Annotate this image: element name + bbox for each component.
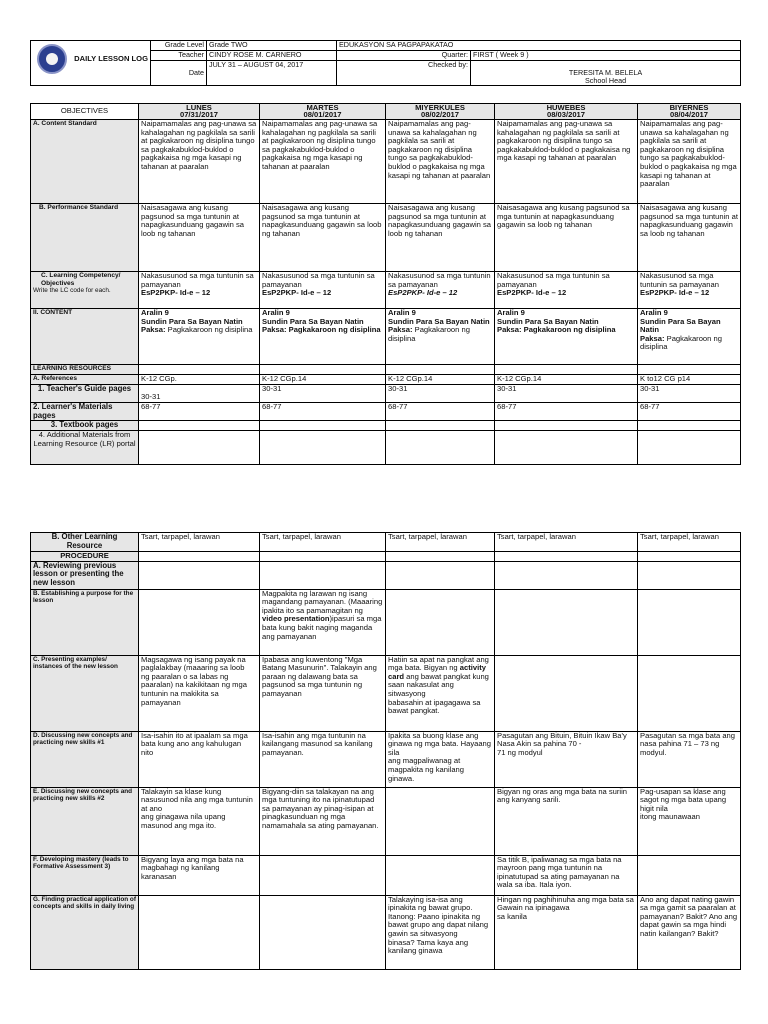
learners-materials-label: 2. Learner's Materials pages bbox=[31, 403, 139, 421]
day-header: MIYERKULES 08/02/2017 bbox=[386, 104, 495, 120]
content-label: II. CONTENT bbox=[31, 309, 139, 365]
table-cell: Nakasusunod sa mga tuntunin sa pamayanan EsP2PKP- Id-e – 12 bbox=[386, 272, 495, 309]
table-cell: Bigyan ng oras ang mga bata na suriin ang kanyang sarili. bbox=[495, 787, 638, 855]
table-cell: Nakasusunod sa mga tuntunin sa pamayanan EsP2PKP- Id-e – 12 bbox=[139, 272, 260, 309]
finding-label: G. Finding practical application of concepts and skills in daily living bbox=[31, 895, 139, 969]
table-cell bbox=[139, 561, 260, 589]
grade-level-value: Grade TWO bbox=[207, 41, 337, 51]
table-cell bbox=[139, 365, 260, 375]
performance-standard-label: B. Performance Standard bbox=[31, 204, 139, 272]
table-cell: Bigyang-diin sa talakayan na ang mga tuntuning ito na ipinatutupad sa pamayanan ay pinag-isipan at pinagkasunduan ng mga namamahala sa ating pamayanan. bbox=[260, 787, 386, 855]
checker-cell bbox=[471, 61, 741, 86]
table-cell bbox=[386, 787, 495, 855]
table-cell: Nakasusunod sa mga tuntunin sa pamayanan EsP2PKP- Id-e – 12 bbox=[495, 272, 638, 309]
table-cell: Aralin 9 Sundin Para Sa Bayan Natin Paksa: Pagkakaroon ng disiplina bbox=[386, 309, 495, 365]
lesson-table-1 bbox=[30, 103, 741, 465]
other-resources-label: B. Other Learning Resource bbox=[31, 533, 139, 552]
table-cell: Ano ang dapat nating gawin sa mga gamit sa paaralan at pamayanan? Bakit? Ano ang dapat gawin sa mga hindi natin kailangan? Bakit? bbox=[638, 895, 741, 969]
table-cell bbox=[638, 589, 741, 655]
lesson-table-2 bbox=[30, 532, 741, 970]
subject-value: EDUKASYON SA PAGPAPAKATAO bbox=[337, 41, 741, 51]
table-cell: Magsagawa ng isang payak na paglalakbay (maaaring sa loob ng paaralan o sa labas ng paaralan) na kakikitaan ng mga tuntunin na makikita sa pamayanan bbox=[139, 655, 260, 731]
teachers-guide-label: 1. Teacher's Guide pages bbox=[31, 385, 139, 403]
table-cell: Naipamamalas ang pag-unawa sa kahalagahan ng pagkilala sa sarili at pagkakaroon ng disiplina tungo sa pagkakabuklod-buklod o pagkakaisa ng mga kasapi ng tahanan at paaralan bbox=[139, 120, 260, 204]
table-cell: Pasagutan sa mga bata ang nasa pahina 71 – 73 ng modyul. bbox=[638, 731, 741, 787]
table-cell bbox=[638, 655, 741, 731]
table-cell: K-12 CGp. bbox=[139, 375, 260, 385]
table-cell: Nakasusunod sa mga tuntunin sa pamayanan EsP2PKP- Id-e – 12 bbox=[638, 272, 741, 309]
table-cell bbox=[386, 561, 495, 589]
table-cell bbox=[139, 552, 260, 562]
table-cell: Hatiin sa apat na pangkat ang mga bata. Bigyan ng activity card ang bawat pangkat kung saan nakasulat ang sitwasyong babasahin at ipagagawa sa bawat pangkat. bbox=[386, 655, 495, 731]
discussing-1-label: D. Discussing new concepts and practicing new skills #1 bbox=[31, 731, 139, 787]
table-cell: Naipamamalas ang pag-unawa sa kahalagahan ng pagkilala sa sarili at pagkakaroon ng disiplina tungo sa pagkakabuklod-buklod o pagkakaisa ng mga kasapi ng tahanan at paaralan bbox=[638, 120, 741, 204]
table-cell: Tsart, tarpapel, larawan bbox=[139, 533, 260, 552]
table-cell: Naisasagawa ang kusang pagsunod sa mga tuntunin at napagkasunduang gagawin sa loob ng tahanan bbox=[495, 204, 638, 272]
table-cell: 30-31 bbox=[139, 385, 260, 403]
purpose-label: B. Establishing a purpose for the lesson bbox=[31, 589, 139, 655]
teacher-value: CINDY ROSE M. CARNERO bbox=[207, 51, 337, 61]
table-cell bbox=[139, 589, 260, 655]
table-cell bbox=[495, 421, 638, 431]
content-standard-label: A. Content Standard bbox=[31, 120, 139, 204]
table-cell bbox=[386, 365, 495, 375]
table-cell: Naisasagawa ang kusang pagsunod sa mga tuntunin at napagkasunduang gagawin sa loob ng tahanan bbox=[139, 204, 260, 272]
table-cell bbox=[260, 895, 386, 969]
table-cell: Naipamamalas ang pag-unawa sa kahalagahan ng pagkilala sa sarili at pagkakaroon ng disiplina tungo sa pagkakabuklod-buklod o pagkakaisa ng mga kasapi ng tahanan at paaralan bbox=[495, 120, 638, 204]
table-cell bbox=[495, 561, 638, 589]
date-label: Date bbox=[151, 61, 207, 86]
deped-seal-icon bbox=[37, 44, 67, 74]
day-header: HUWEBES 08/03/2017 bbox=[495, 104, 638, 120]
procedure-label: PROCEDURE bbox=[31, 552, 139, 562]
table-cell bbox=[495, 589, 638, 655]
table-cell: Tsart, tarpapel, larawan bbox=[638, 533, 741, 552]
header-table bbox=[30, 40, 741, 86]
competency-note: Write the LC code for each. bbox=[33, 287, 111, 295]
table-cell: Bigyang laya ang mga bata na magbahagi ng kanilang karanasan bbox=[139, 855, 260, 895]
competency-label-cell bbox=[31, 272, 139, 309]
table-cell: Tsart, tarpapel, larawan bbox=[260, 533, 386, 552]
table-cell bbox=[139, 431, 260, 465]
table-cell bbox=[139, 895, 260, 969]
discussing-2-label: E. Discussing new concepts and practicing new skills #2 bbox=[31, 787, 139, 855]
table-cell bbox=[386, 552, 495, 562]
table-cell: Aralin 9 Sundin Para Sa Bayan Natin Paksa: Pagkakaroon ng disiplina bbox=[139, 309, 260, 365]
table-cell: Magpakita ng larawan ng isang magandang pamayanan. (Maaaring ipakita ito sa pamamagitan ng video presentation)ipasuri sa mga bata kung bakit naging maganda ang pamayanan bbox=[260, 589, 386, 655]
table-cell: Aralin 9 Sundin Para Sa Bayan Natin Paksa: Pagkakaroon ng disiplina bbox=[638, 309, 741, 365]
table-cell bbox=[495, 552, 638, 562]
table-cell: 30-31 bbox=[260, 385, 386, 403]
table-cell: Pag-usapan sa klase ang sagot ng mga bata upang higit nila itong maunawaan bbox=[638, 787, 741, 855]
table-cell: Isa-isahin ang mga tuntunin na kailangang masunod sa kanilang pamayanan. bbox=[260, 731, 386, 787]
checked-label: Checked by: bbox=[337, 61, 471, 86]
table-cell: Talakaying isa-isa ang ipinakita ng bawat grupo. Itanong: Paano ipinakita ng bawat grupo ang dapat nilang gawin sa sitwasyong binasa? Tama kaya ang kanilang ginawa bbox=[386, 895, 495, 969]
presenting-label: C. Presenting examples/ instances of the new lesson bbox=[31, 655, 139, 731]
table-cell bbox=[386, 855, 495, 895]
additional-materials-label: 4. Additional Materials from Learning Resource (LR) portal bbox=[31, 431, 139, 465]
table-cell: K-12 CGp.14 bbox=[386, 375, 495, 385]
table-cell: Naipamamalas ang pag-unawa sa kahalagahan ng pagkilala sa sarili at pagkakaroon ng disiplina tungo sa pagkakabuklod-buklod o pagkakaisa ng mga kasapi ng tahanan at paaralan bbox=[260, 120, 386, 204]
checker-name: TERESITA M. BELELA bbox=[568, 68, 643, 77]
logo-cell bbox=[31, 41, 151, 86]
table-cell: Nakasusunod sa mga tuntunin sa pamayanan EsP2PKP- Id-e – 12 bbox=[260, 272, 386, 309]
table-cell bbox=[260, 431, 386, 465]
table-cell: 68-77 bbox=[139, 403, 260, 421]
table-cell: Talakayin sa klase kung nasusunod nila ang mga tuntunin at ano ang ginagawa nila upang masunod ang mga ito. bbox=[139, 787, 260, 855]
table-cell bbox=[638, 431, 741, 465]
day-header: BIYERNES 08/04/2017 bbox=[638, 104, 741, 120]
table-cell: 68-77 bbox=[638, 403, 741, 421]
table-cell: 68-77 bbox=[260, 403, 386, 421]
table-cell: Naipamamalas ang pag-unawa sa kahalagahan ng pagkilala sa sarili at pagkakaroon ng disiplina tungo sa pagkakabuklod-buklod o pagkakaisa ng mga kasapi ng tahanan at paaralan bbox=[386, 120, 495, 204]
reviewing-label: A. Reviewing previous lesson or presenting the new lesson bbox=[31, 561, 139, 589]
textbook-label: 3. Textbook pages bbox=[31, 421, 139, 431]
table-cell: Aralin 9 Sundin Para Sa Bayan Natin Paksa: Pagkakaroon ng disiplina bbox=[260, 309, 386, 365]
log-title: DAILY LESSON LOG bbox=[74, 53, 148, 63]
table-cell: 30-31 bbox=[495, 385, 638, 403]
table-cell bbox=[386, 421, 495, 431]
table-cell: Aralin 9 Sundin Para Sa Bayan Natin Paksa: Pagkakaroon ng disiplina bbox=[495, 309, 638, 365]
table-cell bbox=[386, 431, 495, 465]
table-cell bbox=[638, 855, 741, 895]
table-cell: Isa-isahin ito at ipaalam sa mga bata kung ano ang kahulugan nito bbox=[139, 731, 260, 787]
table-cell: Sa titik B, ipaliwanag sa mga bata na mayroon pang mga tuntunin na ipinatutupad sa ating pamayanan na wala sa iba. Itala iyon. bbox=[495, 855, 638, 895]
table-cell: 68-77 bbox=[386, 403, 495, 421]
table-cell bbox=[260, 552, 386, 562]
table-cell: 30-31 bbox=[386, 385, 495, 403]
learning-resources-label: LEARNING RESOURCES bbox=[31, 365, 139, 375]
table-cell bbox=[495, 431, 638, 465]
day-header: LUNES 07/31/2017 bbox=[139, 104, 260, 120]
quarter-label: Quarter: bbox=[337, 51, 471, 61]
table-cell: Naisasagawa ang kusang pagsunod sa mga tuntunin at napagkasunduang gagawin sa loob ng tahanan bbox=[260, 204, 386, 272]
objectives-header: OBJECTIVES bbox=[31, 104, 139, 120]
table-cell bbox=[495, 655, 638, 731]
table-cell: Ipakita sa buong klase ang ginawa ng mga bata. Hayaang sila ang magpaliwanag at magpakita ng kanilang ginawa. bbox=[386, 731, 495, 787]
table-cell: 30-31 bbox=[638, 385, 741, 403]
table-cell: K-12 CGp.14 bbox=[495, 375, 638, 385]
table-cell bbox=[139, 421, 260, 431]
table-cell: Tsart, tarpapel, larawan bbox=[386, 533, 495, 552]
table-cell bbox=[638, 552, 741, 562]
table-cell: Ipabasa ang kuwentong "Mga Batang Masunurin". Talakayin ang paraan ng dalawang bata sa pagsunod sa mga tuntunin ng pamayanan bbox=[260, 655, 386, 731]
table-cell bbox=[638, 421, 741, 431]
table-cell: K to12 CG p14 bbox=[638, 375, 741, 385]
grade-level-label: Grade Level bbox=[151, 41, 207, 51]
date-value: JULY 31 – AUGUST 04, 2017 bbox=[207, 61, 337, 86]
table-cell bbox=[638, 365, 741, 375]
table-cell bbox=[260, 561, 386, 589]
table-cell bbox=[386, 589, 495, 655]
references-label: A. References bbox=[31, 375, 139, 385]
day-header: MARTES 08/01/2017 bbox=[260, 104, 386, 120]
table-cell: Pasagutan ang Bituin, Bituin Ikaw Ba'y Nasa Akin sa pahina 70 - 71 ng modyul bbox=[495, 731, 638, 787]
table-cell bbox=[495, 365, 638, 375]
checker-role: School Head bbox=[584, 76, 627, 85]
table-cell bbox=[260, 855, 386, 895]
table-cell: Naisasagawa ang kusang pagsunod sa mga tuntunin at napagkasunduang gagawin sa loob ng tahanan bbox=[386, 204, 495, 272]
developing-label: F. Developing mastery (leads to Formative Assessment 3) bbox=[31, 855, 139, 895]
table-cell bbox=[260, 365, 386, 375]
table-cell: 68-77 bbox=[495, 403, 638, 421]
table-cell: Hingan ng paghihinuha ang mga bata sa Gawain na ipinagawa sa kanila bbox=[495, 895, 638, 969]
table-cell bbox=[260, 421, 386, 431]
table-cell: K-12 CGp.14 bbox=[260, 375, 386, 385]
table-cell bbox=[638, 561, 741, 589]
table-cell: Tsart, tarpapel, larawan bbox=[495, 533, 638, 552]
teacher-label: Teacher bbox=[151, 51, 207, 61]
table-cell: Naisasagawa ang kusang pagsunod sa mga tuntunin at napagkasunduang gagawin sa loob ng tahanan bbox=[638, 204, 741, 272]
competency-label: C. Learning Competency/ Objectives bbox=[41, 272, 121, 287]
quarter-value: FIRST ( Week 9 ) bbox=[471, 51, 741, 61]
